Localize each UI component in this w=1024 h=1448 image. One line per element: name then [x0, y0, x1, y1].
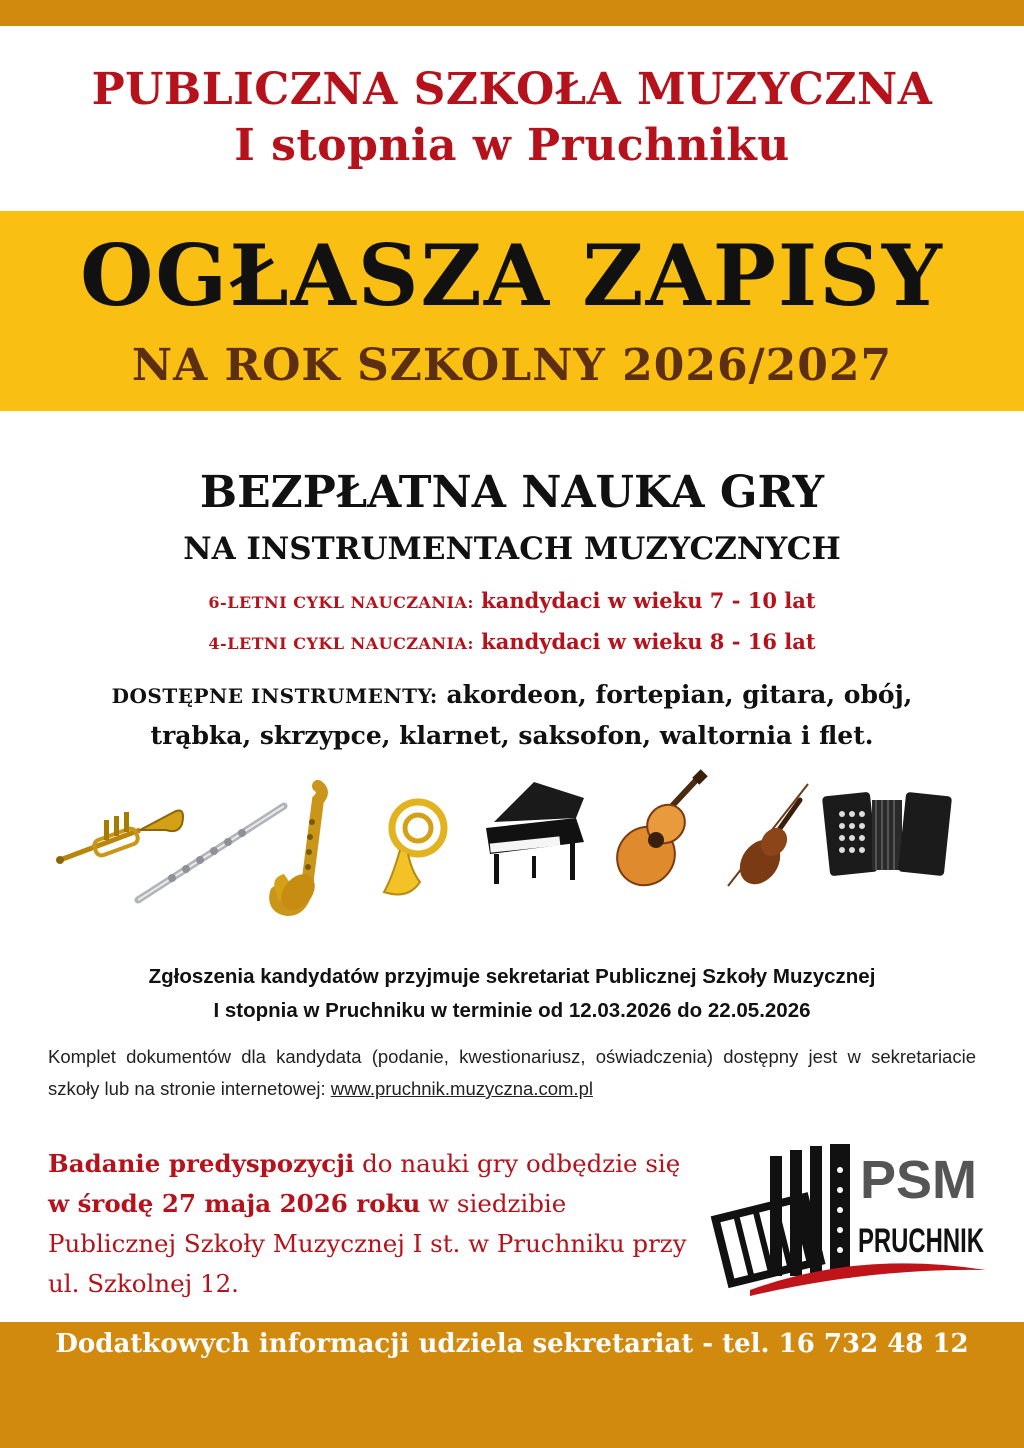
- aptitude-test-info: [48, 1144, 698, 1304]
- registration-line1: Zgłoszenia kandydatów przyjmuje sekretariat Publicznej Szkoły Muzycznej: [148, 965, 876, 988]
- website-link[interactable]: www.pruchnik.muzyczna.com.pl: [330, 1078, 593, 1099]
- saxophone-icon: [268, 782, 338, 924]
- aptitude-text2: w siedzibie Publicznej Szkoły Muzycznej I st. w Pruchniku przy ul. Szkolnej 12.: [48, 1189, 687, 1298]
- violin-icon: [724, 782, 814, 892]
- aptitude-bold-label: Badanie predyspozycji: [48, 1149, 355, 1178]
- school-title: [0, 62, 1024, 174]
- instrument-illustrations: [50, 768, 974, 928]
- offer-subtitle: NA INSTRUMENTACH MUZYCZNYCH: [183, 531, 841, 567]
- cycle-label: 4-LETNI CYKL NAUCZANIA:: [208, 634, 474, 653]
- registration-info: [30, 960, 994, 1028]
- instruments-label: DOSTĘPNE INSTRUMENTY:: [111, 684, 438, 708]
- school-title-line2: I stopnia w Pruchniku: [234, 120, 790, 171]
- headline: OGŁASZA ZAPISY: [80, 226, 944, 325]
- logo-psm: PSM: [860, 1150, 978, 1210]
- guitar-icon: [612, 772, 708, 892]
- registration-line2: I stopnia w Pruchniku w terminie od 12.03.2026 do 22.05.2026: [213, 999, 811, 1022]
- cycle-4-year: [0, 627, 1024, 659]
- logo-pruchnik: PRUCHNIK: [858, 1222, 985, 1260]
- footer-contact: Dodatkowych informacji udziela sekretariat - tel. 16 732 48 12: [55, 1329, 969, 1359]
- school-title-line1: PUBLICZNA SZKOŁA MUZYCZNA: [91, 64, 933, 115]
- instruments-list-1: akordeon, fortepian, gitara, obój,: [437, 680, 913, 709]
- offer-title: BEZPŁATNA NAUKA GRY: [199, 467, 825, 518]
- top-decorative-bar: [0, 0, 1024, 26]
- aptitude-date: w środę 27 maja 2026 roku: [48, 1189, 421, 1218]
- documents-info: [48, 1041, 976, 1105]
- cycle-text: kandydaci w wieku 7 - 10 lat: [473, 588, 816, 613]
- instruments-list-2: trąbka, skrzypce, klarnet, saksofon, waltornia i flet.: [150, 721, 874, 750]
- cycle-label: 6-LETNI CYKL NAUCZANIA:: [208, 593, 474, 612]
- french-horn-icon: [378, 792, 448, 902]
- school-year: NA ROK SZKOLNY 2026/2027: [131, 340, 893, 391]
- documents-text: Komplet dokumentów dla kandydata (podanie, kwestionariusz, oświadczenia) dostępny jest w sekretariacie szkoły lub na stronie internetowej:: [48, 1046, 976, 1099]
- accordion-icon: [822, 790, 952, 878]
- cycle-text: kandydaci w wieku 8 - 16 lat: [473, 629, 816, 654]
- psm-pruchnik-logo: [710, 1140, 990, 1300]
- aptitude-text1: do nauki gry odbędzie się: [354, 1149, 681, 1178]
- cycle-6-year: [0, 586, 1024, 618]
- available-instruments: [40, 675, 984, 756]
- grand-piano-icon: [480, 778, 590, 890]
